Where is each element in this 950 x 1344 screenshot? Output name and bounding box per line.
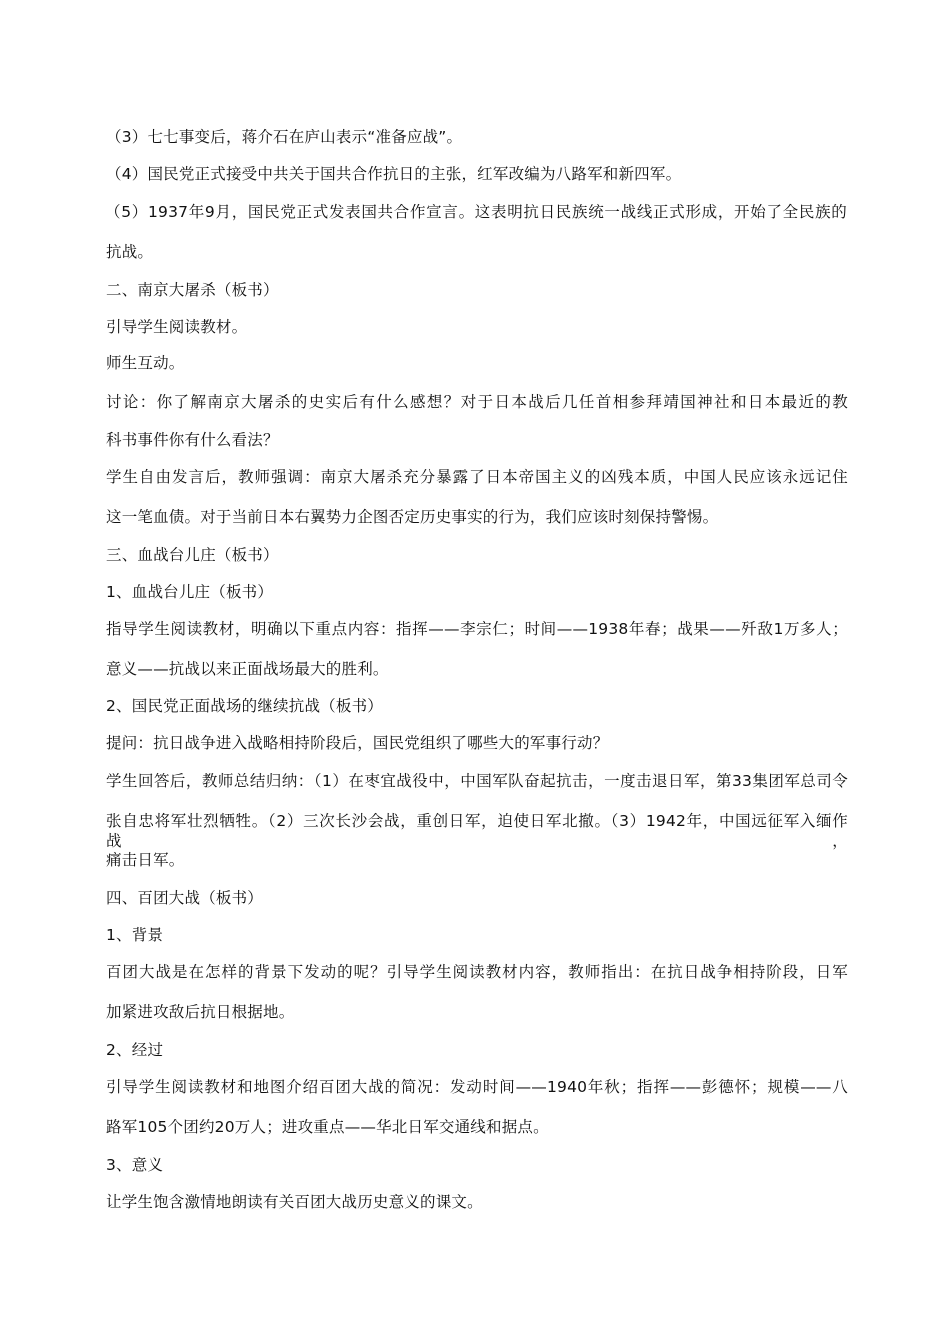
text-line: 引导学生阅读教材。	[106, 318, 248, 336]
text-line: 意义——抗战以来正面战场最大的胜利。	[106, 660, 389, 678]
text-line: 痛击日军。	[106, 851, 185, 869]
text-line: （5）1937年9月，国民党正式发表国共合作宣言。这表明抗日民族统一战线正式形成，开始了全民族的	[105, 203, 847, 221]
section-heading: 三、血战台儿庄（板书）	[106, 546, 279, 564]
text-line: 讨论：你了解南京大屠杀的史实后有什么感想？对于日本战后几任首相参拜靖国神社和日本最近的教	[106, 393, 848, 411]
text-line: （4）国民党正式接受中共关于国共合作抗日的主张，红军改编为八路军和新四军。	[106, 165, 682, 183]
text-line: 百团大战是在怎样的背景下发动的呢？引导学生阅读教材内容，教师指出：在抗日战争相持阶段，日军	[106, 963, 848, 981]
text-line: 张自忠将军壮烈牺牲。（2）三次长沙会战，重创日军，迫使日军北撤。（3）1942年，中国远征军入缅作战，	[106, 812, 848, 850]
text-line: 引导学生阅读教材和地图介绍百团大战的简况：发动时间——1940年秋；指挥——彭德怀；规模——八	[106, 1078, 848, 1096]
text-line: 提问：抗日战争进入战略相持阶段后，国民党组织了哪些大的军事行动？	[106, 734, 609, 752]
subsection-heading: 3、意义	[106, 1156, 164, 1174]
section-heading: 二、南京大屠杀（板书）	[106, 281, 279, 299]
subsection-heading: 2、经过	[106, 1041, 164, 1059]
text-line: 学生自由发言后，教师强调：南京大屠杀充分暴露了日本帝国主义的凶残本质，中国人民应该永远记住	[106, 468, 848, 486]
text-line: 师生互动。	[106, 354, 185, 372]
text-line: 路军105个团约20万人；进攻重点——华北日军交通线和据点。	[106, 1118, 549, 1136]
text-line: 学生回答后，教师总结归纳：（1）在枣宜战役中，中国军队奋起抗击，一度击退日军，第33集团军总司令	[106, 772, 848, 790]
subsection-heading: 1、背景	[106, 926, 164, 944]
text-line: 科书事件你有什么看法？	[106, 431, 279, 449]
text-line: 加紧进攻敌后抗日根据地。	[106, 1003, 295, 1021]
subsection-heading: 1、血战台儿庄（板书）	[106, 583, 274, 601]
subsection-heading: 2、国民党正面战场的继续抗战（板书）	[106, 697, 383, 715]
section-heading: 四、百团大战（板书）	[106, 889, 264, 907]
text-line: 这一笔血债。对于当前日本右翼势力企图否定历史事实的行为，我们应该时刻保持警惕。	[106, 508, 719, 526]
text-line: 抗战。	[106, 243, 154, 261]
text-line: 指导学生阅读教材，明确以下重点内容：指挥——李宗仁；时间——1938年春；战果——歼敌1万多人；	[106, 620, 848, 638]
text-line: （3）七七事变后，蒋介石在庐山表示“准备应战”。	[106, 128, 463, 146]
text-line: 让学生饱含激情地朗读有关百团大战历史意义的课文。	[106, 1193, 483, 1211]
